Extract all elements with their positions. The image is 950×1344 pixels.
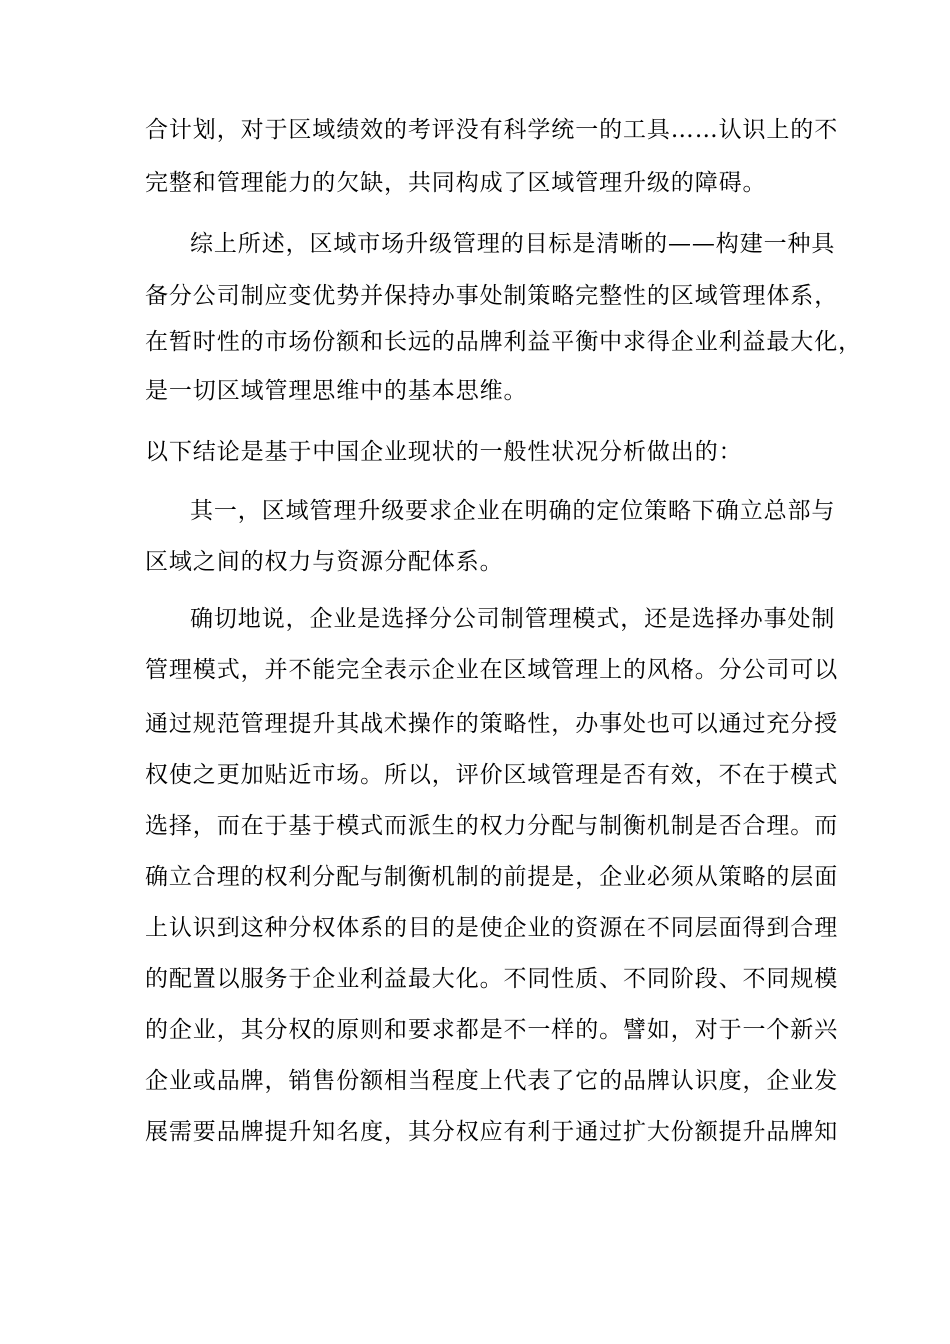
text-line: 企业或品牌，销售份额相当程度上代表了它的品牌认识度，企业发 [145, 1068, 839, 1094]
text-line: 展需要品牌提升知名度，其分权应有利于通过扩大份额提升品牌知 [145, 1119, 839, 1145]
text-line: 是一切区域管理思维中的基本思维。 [145, 378, 528, 404]
text-line: 管理模式，并不能完全表示企业在区域管理上的风格。分公司可以 [145, 657, 839, 683]
text-line: 的企业，其分权的原则和要求都是不一样的。譬如，对于一个新兴 [145, 1017, 839, 1043]
text-line: 上认识到这种分权体系的目的是使企业的资源在不同层面得到合理 [145, 915, 839, 941]
text-line: 完整和管理能力的欠缺，共同构成了区域管理升级的障碍。 [145, 170, 767, 196]
text-line: 确立合理的权利分配与制衡机制的前提是，企业必须从策略的层面 [145, 864, 839, 890]
text-line: 区域之间的权力与资源分配体系。 [145, 549, 504, 575]
text-line: 以下结论是基于中国企业现状的一般性状况分析做出的： [145, 439, 743, 465]
text-line: 其一，区域管理升级要求企业在明确的定位策略下确立总部与 [190, 498, 836, 524]
text-line: 选择，而在于基于模式而派生的权力分配与制衡机制是否合理。而 [145, 813, 839, 839]
text-line: 的配置以服务于企业利益最大化。不同性质、不同阶段、不同规模 [145, 966, 839, 992]
text-line: 确切地说，企业是选择分公司制管理模式，还是选择办事处制 [190, 606, 836, 632]
text-line: 合计划，对于区域绩效的考评没有科学统一的工具……认识上的不 [145, 117, 839, 143]
text-line: 在暂时性的市场份额和长远的品牌利益平衡中求得企业利益最大化， [145, 329, 862, 355]
text-line: 备分公司制应变优势并保持办事处制策略完整性的区域管理体系， [145, 283, 839, 309]
text-line: 权使之更加贴近市场。所以，评价区域管理是否有效，不在于模式 [145, 762, 839, 788]
text-line: 综上所述，区域市场升级管理的目标是清晰的——构建一种具 [190, 231, 836, 257]
text-line: 通过规范管理提升其战术操作的策略性，办事处也可以通过充分授 [145, 711, 839, 737]
